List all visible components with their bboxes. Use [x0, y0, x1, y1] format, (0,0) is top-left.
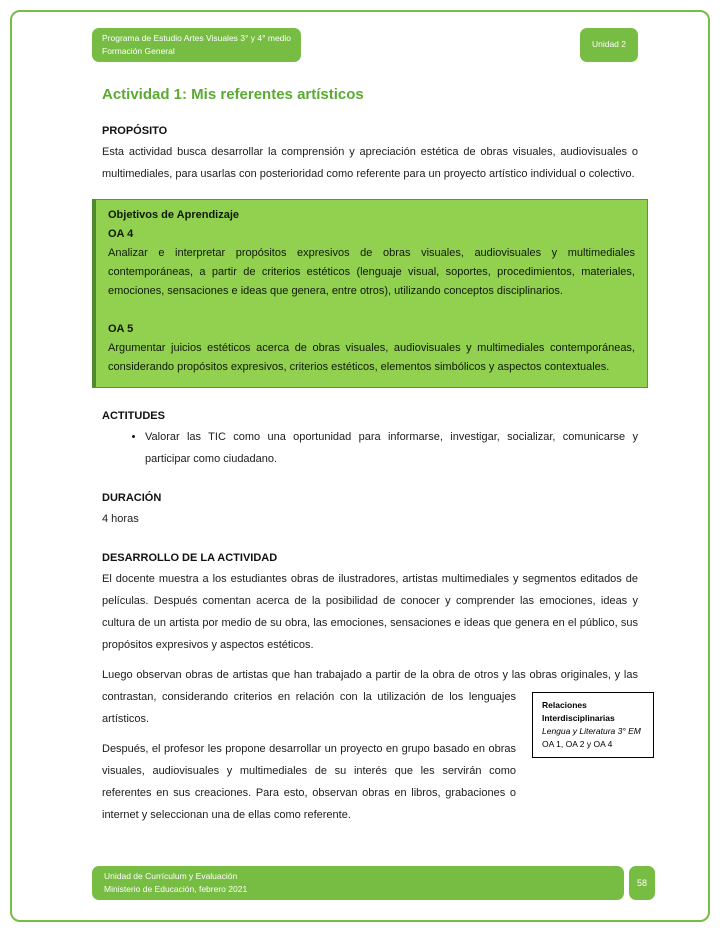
page-content: [102, 85, 641, 826]
relaciones-oas: OA 1, OA 2 y OA 4: [542, 739, 613, 750]
objetivos-box: [92, 199, 648, 388]
objetivos-heading: Objetivos de Aprendizaje: [108, 208, 240, 221]
footer-institution: [92, 866, 624, 900]
desarrollo-paragraph-2: Luego observan obras de artistas que han trabajado a partir de la obra de otros y las obras originales, y las contrastan, considerando criterios en relación con la utilización de los lenguajes artísticos.: [102, 668, 638, 725]
desarrollo-heading: DESARROLLO DE LA ACTIVIDAD: [102, 551, 278, 564]
proposito-heading: PROPÓSITO: [102, 124, 168, 137]
oa5-text: Argumentar juicios estéticos acerca de obras visuales, audiovisuales y multimediales contemporáneas, considerando propósitos expresivos, criterios estéticos, elementos simbólicos y aspectos contextuales.: [108, 341, 635, 373]
document-page: [10, 10, 710, 922]
page-header: [92, 28, 638, 62]
footer-line1: Unidad de Currículum y Evaluación: [104, 870, 238, 881]
duracion-heading: DURACIÓN: [102, 491, 162, 504]
program-title: Programa de Estudio Artes Visuales 3° y 4° medio: [102, 33, 292, 43]
program-subtitle: Formación General: [102, 45, 175, 56]
actitudes-heading: ACTITUDES: [102, 409, 165, 422]
relaciones-heading: Relaciones Interdisciplinarias: [542, 699, 615, 723]
oa5-label: OA 5: [108, 322, 134, 335]
oa4-text: Analizar e interpretar propósitos expresivos de obras visuales, audiovisuales y multimediales contemporáneas, a partir de criterios estéticos (lenguaje visual, soportes, procedimientos, materiales, emociones, sensaciones e ideas que genera, entre otros), utilizando conceptos disciplinarios.: [108, 246, 635, 297]
actitudes-list: [102, 426, 638, 470]
actitudes-item: • Valorar las TIC como una oportunidad para informarse, investigar, socializar, comunicarse y participar como ciudadano.: [145, 426, 638, 470]
proposito-body: Esta actividad busca desarrollar la comprensión y apreciación estética de obras visuales, audiovisuales o multimediales, para usarlas con posterioridad como referente para un proyecto artístico individual o colectivo.: [102, 145, 638, 180]
activity-title: Actividad 1: Mis referentes artísticos: [102, 85, 364, 103]
program-badge: [92, 28, 301, 62]
relaciones-interdisciplinarias-box: [532, 692, 654, 759]
unit-badge: Unidad 2: [580, 28, 638, 62]
desarrollo-paragraph-1: El docente muestra a los estudiantes obras de ilustradores, artistas multimediales y segmentos editados de películas. Después comentan acerca de la posibilidad de conocer y comprender las emociones, ideas y cultura de un artista por medio de su obra, las emociones, sensaciones e ideas que genera en el público, sus propósitos expresivos y aspectos estéticos.: [102, 572, 638, 651]
duracion-value: 4 horas: [102, 512, 139, 525]
desarrollo-paragraph-3: Después, el profesor les propone desarrollar un proyecto en grupo basado en obras visuales, audiovisuales y multimediales de su interés que les servirán como referentes en sus creaciones. Para esto, observan obras en libros, grabaciones o internet y seleccionan una de ellas como referente.: [102, 742, 516, 821]
page-footer: [92, 866, 655, 900]
footer-line2: Ministerio de Educación, febrero 2021: [104, 884, 248, 894]
relaciones-subject: Lengua y Literatura 3° EM: [542, 725, 641, 736]
oa4-label: OA 4: [108, 227, 134, 240]
page-number: 58: [629, 866, 655, 900]
